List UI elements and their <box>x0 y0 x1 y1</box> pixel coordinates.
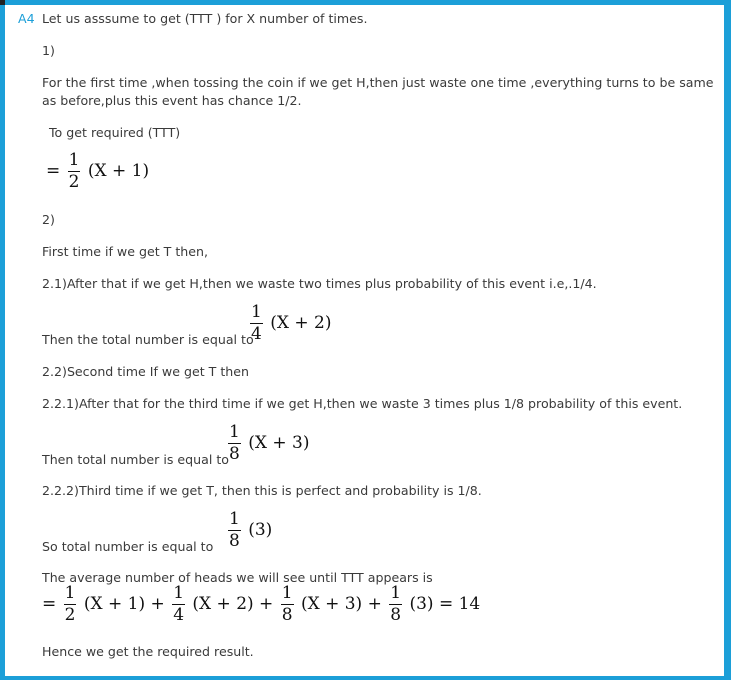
expression: (X + 3) <box>248 433 310 453</box>
conclusion-text: Hence we get the required result. <box>42 644 254 659</box>
fraction <box>68 152 81 191</box>
fraction-numerator: 1 <box>281 583 293 603</box>
fraction-denominator: 8 <box>229 444 240 464</box>
expression: (3) = 14 <box>409 594 481 614</box>
average-text: The average number of heads we will see until TTT appears is <box>42 570 433 585</box>
fraction <box>228 424 241 463</box>
fraction-numerator: 1 <box>229 509 240 529</box>
fraction <box>250 304 263 343</box>
case1-heading: 1) <box>42 43 55 58</box>
case2-2-1-total-text: Then total number is equal to <box>42 452 230 467</box>
fraction-numerator: 1 <box>251 302 262 322</box>
case1-subheading: To get required (TTT) <box>49 125 181 140</box>
case2-first-text: First time if we get T then, <box>42 244 208 259</box>
case2-2-text: 2.2)Second time If we get T then <box>42 364 249 379</box>
expression: (X + 3) + <box>300 594 382 614</box>
fraction-numerator: 1 <box>64 583 76 603</box>
fraction <box>172 585 185 624</box>
case2-2-2-equation <box>226 511 272 550</box>
case1-text-line1: For the first time ,when tossing the coin if we get H,then just waste one time ,everything turns to be same <box>42 75 714 90</box>
fraction-numerator: 1 <box>229 422 240 442</box>
case1-text-line2: as before,plus this event has chance 1/2. <box>42 93 302 108</box>
fraction-denominator: 8 <box>229 531 240 551</box>
case2-heading: 2) <box>42 212 55 227</box>
fraction-numerator: 1 <box>390 583 402 603</box>
fraction <box>64 585 77 624</box>
case1-equation <box>46 152 149 191</box>
fraction <box>389 585 402 624</box>
expression: (X + 2) + <box>192 594 274 614</box>
average-equation <box>42 585 480 624</box>
case2-2-1-text: 2.2.1)After that for the third time if we get H,then we waste 3 times plus 1/8 probability of this event. <box>42 396 683 411</box>
expression: (X + 1) <box>87 161 150 181</box>
fraction-denominator: 8 <box>390 605 402 625</box>
expression: (3) <box>248 520 273 540</box>
equals-sign: = <box>46 161 61 181</box>
fraction <box>281 585 294 624</box>
fraction-denominator: 4 <box>173 605 185 625</box>
case2-1-text: 2.1)After that if we get H,then we waste two times plus probability of this event i.e,.1/4. <box>42 276 597 291</box>
fraction-denominator: 2 <box>64 605 76 625</box>
fraction-denominator: 2 <box>68 172 80 192</box>
equals-sign: = <box>42 594 57 614</box>
case2-2-1-equation <box>226 424 309 463</box>
expression: (X + 2) <box>270 313 332 333</box>
fraction-numerator: 1 <box>68 150 80 170</box>
case2-2-2-text: 2.2.2)Third time if we get T, then this is perfect and probability is 1/8. <box>42 483 482 498</box>
expression: (X + 1) + <box>83 594 165 614</box>
fraction-numerator: 1 <box>173 583 185 603</box>
case2-2-2-total-text: So total number is equal to <box>42 539 214 554</box>
case2-1-equation <box>248 304 331 343</box>
fraction-denominator: 8 <box>281 605 293 625</box>
intro-text: Let us asssume to get (TTT ) for X number of times. <box>42 11 368 26</box>
fraction <box>228 511 241 550</box>
case2-1-total-text: Then the total number is equal to <box>42 332 254 347</box>
answer-label: A4 <box>18 11 35 26</box>
corner-mark <box>0 0 5 5</box>
fraction-denominator: 4 <box>251 324 262 344</box>
